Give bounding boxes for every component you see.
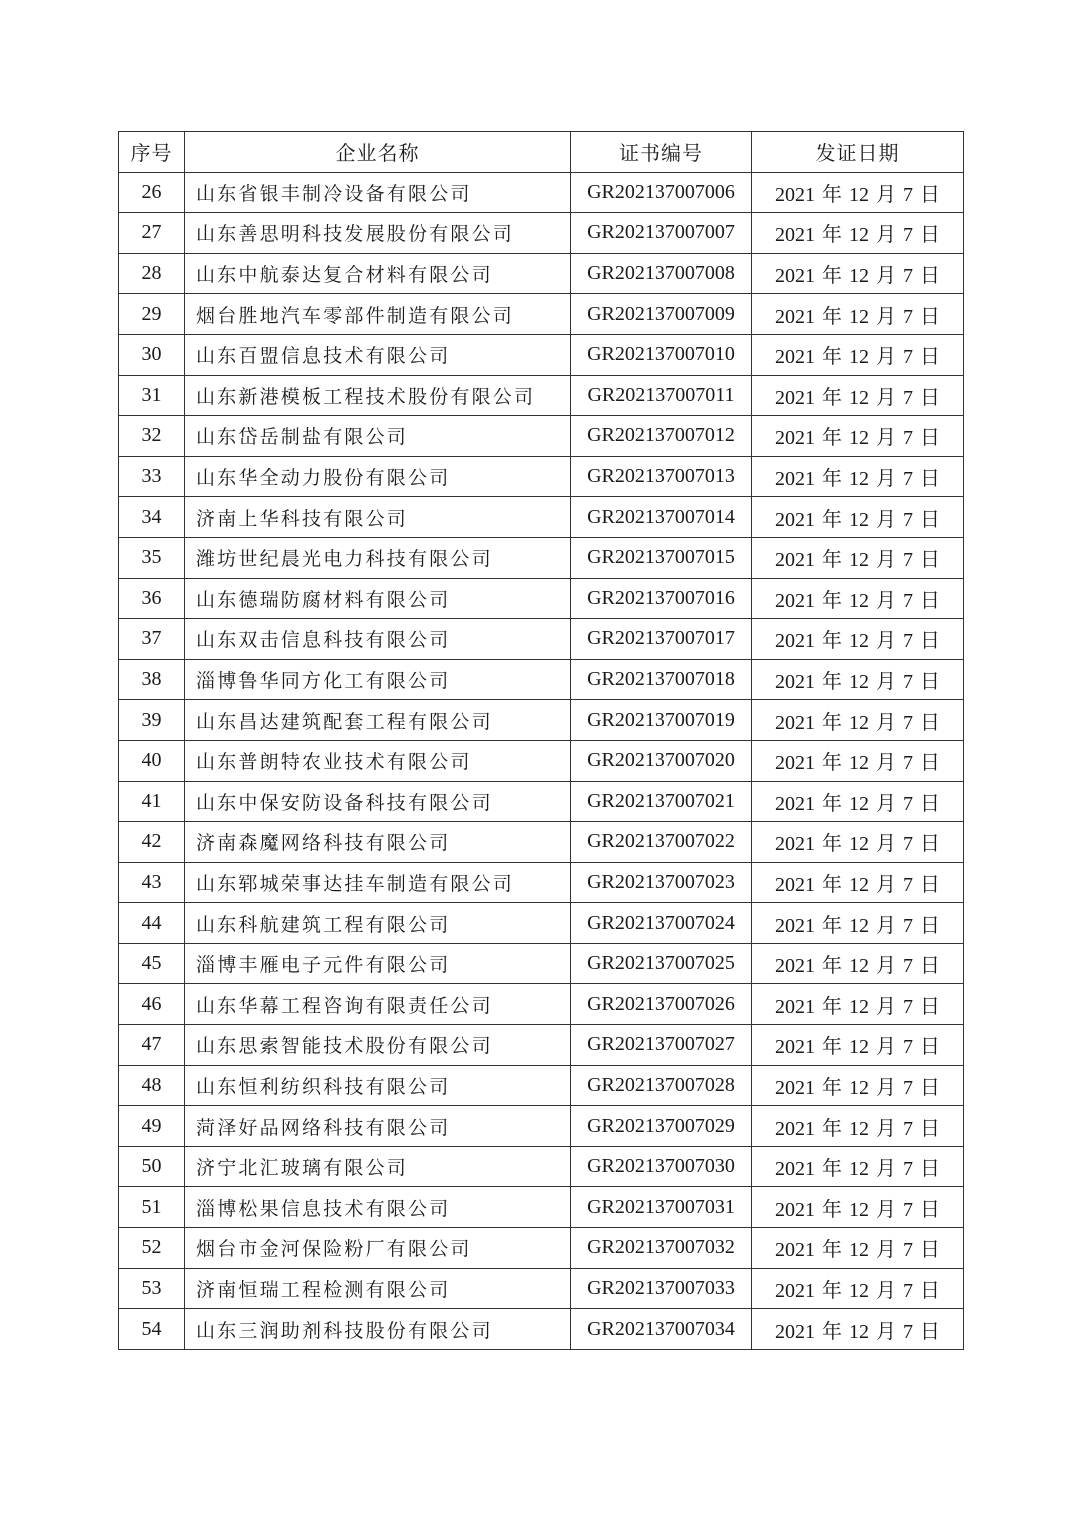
row-cert-number: GR202137007017 [571, 619, 752, 660]
row-cert-number: GR202137007014 [571, 497, 752, 538]
row-company-name: 山东华全动力股份有限公司 [185, 456, 571, 497]
table-row [119, 497, 964, 538]
table-row [119, 1268, 964, 1309]
row-company-name: 山东百盟信息技术有限公司 [185, 334, 571, 375]
certificate-table-container [118, 131, 963, 1350]
row-cert-number: GR202137007026 [571, 984, 752, 1025]
row-cert-number: GR202137007009 [571, 294, 752, 335]
row-index: 53 [119, 1268, 185, 1309]
row-index: 45 [119, 943, 185, 984]
row-issue-date: 2021 年 12 月 7 日 [752, 700, 964, 741]
row-cert-number: GR202137007012 [571, 416, 752, 457]
row-index: 47 [119, 1025, 185, 1066]
row-company-name: 山东三润助剂科技股份有限公司 [185, 1309, 571, 1350]
row-issue-date: 2021 年 12 月 7 日 [752, 578, 964, 619]
table-row [119, 822, 964, 863]
row-issue-date: 2021 年 12 月 7 日 [752, 497, 964, 538]
row-issue-date: 2021 年 12 月 7 日 [752, 213, 964, 254]
row-company-name: 烟台市金河保险粉厂有限公司 [185, 1228, 571, 1269]
table-row [119, 903, 964, 944]
certificate-table [118, 131, 964, 1350]
row-company-name: 山东华幕工程咨询有限责任公司 [185, 984, 571, 1025]
row-issue-date: 2021 年 12 月 7 日 [752, 903, 964, 944]
table-row [119, 578, 964, 619]
row-company-name: 山东德瑞防腐材料有限公司 [185, 578, 571, 619]
row-index: 42 [119, 822, 185, 863]
table-row [119, 1187, 964, 1228]
row-company-name: 山东中保安防设备科技有限公司 [185, 781, 571, 822]
row-issue-date: 2021 年 12 月 7 日 [752, 862, 964, 903]
row-company-name: 烟台胜地汽车零部件制造有限公司 [185, 294, 571, 335]
row-cert-number: GR202137007022 [571, 822, 752, 863]
row-company-name: 济宁北汇玻璃有限公司 [185, 1146, 571, 1187]
row-company-name: 山东善思明科技发展股份有限公司 [185, 213, 571, 254]
row-index: 36 [119, 578, 185, 619]
row-company-name: 济南上华科技有限公司 [185, 497, 571, 538]
row-issue-date: 2021 年 12 月 7 日 [752, 1268, 964, 1309]
row-issue-date: 2021 年 12 月 7 日 [752, 1228, 964, 1269]
row-cert-number: GR202137007029 [571, 1106, 752, 1147]
row-cert-number: GR202137007013 [571, 456, 752, 497]
row-issue-date: 2021 年 12 月 7 日 [752, 1025, 964, 1066]
table-row [119, 375, 964, 416]
row-index: 39 [119, 700, 185, 741]
row-index: 41 [119, 781, 185, 822]
row-cert-number: GR202137007020 [571, 740, 752, 781]
row-company-name: 山东岱岳制盐有限公司 [185, 416, 571, 457]
table-row [119, 984, 964, 1025]
row-company-name: 菏泽好品网络科技有限公司 [185, 1106, 571, 1147]
row-company-name: 山东科航建筑工程有限公司 [185, 903, 571, 944]
row-index: 50 [119, 1146, 185, 1187]
row-index: 48 [119, 1065, 185, 1106]
table-row [119, 862, 964, 903]
table-row [119, 537, 964, 578]
table-row [119, 1309, 964, 1350]
row-cert-number: GR202137007018 [571, 659, 752, 700]
row-index: 37 [119, 619, 185, 660]
row-index: 38 [119, 659, 185, 700]
row-company-name: 潍坊世纪晨光电力科技有限公司 [185, 537, 571, 578]
table-row [119, 1065, 964, 1106]
row-cert-number: GR202137007008 [571, 253, 752, 294]
table-row [119, 253, 964, 294]
table-row [119, 781, 964, 822]
row-index: 27 [119, 213, 185, 254]
row-issue-date: 2021 年 12 月 7 日 [752, 1187, 964, 1228]
table-row [119, 294, 964, 335]
row-index: 46 [119, 984, 185, 1025]
row-issue-date: 2021 年 12 月 7 日 [752, 537, 964, 578]
row-issue-date: 2021 年 12 月 7 日 [752, 294, 964, 335]
row-cert-number: GR202137007011 [571, 375, 752, 416]
row-company-name: 山东思索智能技术股份有限公司 [185, 1025, 571, 1066]
row-issue-date: 2021 年 12 月 7 日 [752, 253, 964, 294]
row-cert-number: GR202137007007 [571, 213, 752, 254]
row-issue-date: 2021 年 12 月 7 日 [752, 1309, 964, 1350]
table-row [119, 700, 964, 741]
row-index: 51 [119, 1187, 185, 1228]
header-index: 序号 [119, 132, 185, 173]
row-issue-date: 2021 年 12 月 7 日 [752, 822, 964, 863]
row-cert-number: GR202137007021 [571, 781, 752, 822]
row-company-name: 山东郓城荣事达挂车制造有限公司 [185, 862, 571, 903]
row-company-name: 山东中航泰达复合材料有限公司 [185, 253, 571, 294]
row-cert-number: GR202137007032 [571, 1228, 752, 1269]
row-index: 40 [119, 740, 185, 781]
row-index: 44 [119, 903, 185, 944]
row-issue-date: 2021 年 12 月 7 日 [752, 740, 964, 781]
table-row [119, 1025, 964, 1066]
table-row [119, 213, 964, 254]
row-cert-number: GR202137007033 [571, 1268, 752, 1309]
row-company-name: 山东省银丰制冷设备有限公司 [185, 172, 571, 213]
row-issue-date: 2021 年 12 月 7 日 [752, 334, 964, 375]
row-issue-date: 2021 年 12 月 7 日 [752, 943, 964, 984]
row-issue-date: 2021 年 12 月 7 日 [752, 416, 964, 457]
row-company-name: 淄博松果信息技术有限公司 [185, 1187, 571, 1228]
table-row [119, 172, 964, 213]
row-cert-number: GR202137007023 [571, 862, 752, 903]
row-index: 49 [119, 1106, 185, 1147]
row-index: 28 [119, 253, 185, 294]
row-cert-number: GR202137007024 [571, 903, 752, 944]
header-company: 企业名称 [185, 132, 571, 173]
row-issue-date: 2021 年 12 月 7 日 [752, 619, 964, 660]
table-row [119, 1106, 964, 1147]
row-cert-number: GR202137007028 [571, 1065, 752, 1106]
row-index: 30 [119, 334, 185, 375]
row-index: 43 [119, 862, 185, 903]
row-issue-date: 2021 年 12 月 7 日 [752, 375, 964, 416]
row-company-name: 淄博丰雁电子元件有限公司 [185, 943, 571, 984]
table-body [119, 172, 964, 1349]
row-issue-date: 2021 年 12 月 7 日 [752, 1106, 964, 1147]
row-company-name: 山东昌达建筑配套工程有限公司 [185, 700, 571, 741]
table-row [119, 1228, 964, 1269]
table-row [119, 1146, 964, 1187]
row-cert-number: GR202137007015 [571, 537, 752, 578]
table-row [119, 659, 964, 700]
row-company-name: 淄博鲁华同方化工有限公司 [185, 659, 571, 700]
row-index: 31 [119, 375, 185, 416]
row-issue-date: 2021 年 12 月 7 日 [752, 659, 964, 700]
row-issue-date: 2021 年 12 月 7 日 [752, 1065, 964, 1106]
row-index: 29 [119, 294, 185, 335]
row-issue-date: 2021 年 12 月 7 日 [752, 984, 964, 1025]
row-index: 34 [119, 497, 185, 538]
row-company-name: 山东普朗特农业技术有限公司 [185, 740, 571, 781]
row-cert-number: GR202137007010 [571, 334, 752, 375]
table-row [119, 740, 964, 781]
row-issue-date: 2021 年 12 月 7 日 [752, 456, 964, 497]
row-cert-number: GR202137007031 [571, 1187, 752, 1228]
row-index: 35 [119, 537, 185, 578]
row-index: 26 [119, 172, 185, 213]
row-cert-number: GR202137007025 [571, 943, 752, 984]
header-cert: 证书编号 [571, 132, 752, 173]
row-cert-number: GR202137007030 [571, 1146, 752, 1187]
row-cert-number: GR202137007034 [571, 1309, 752, 1350]
row-issue-date: 2021 年 12 月 7 日 [752, 1146, 964, 1187]
table-row [119, 416, 964, 457]
row-index: 33 [119, 456, 185, 497]
row-company-name: 济南森魔网络科技有限公司 [185, 822, 571, 863]
table-row [119, 943, 964, 984]
row-index: 54 [119, 1309, 185, 1350]
row-company-name: 山东恒利纺织科技有限公司 [185, 1065, 571, 1106]
row-company-name: 山东新港模板工程技术股份有限公司 [185, 375, 571, 416]
row-issue-date: 2021 年 12 月 7 日 [752, 781, 964, 822]
table-row [119, 334, 964, 375]
row-cert-number: GR202137007019 [571, 700, 752, 741]
row-issue-date: 2021 年 12 月 7 日 [752, 172, 964, 213]
row-index: 32 [119, 416, 185, 457]
header-date: 发证日期 [752, 132, 964, 173]
row-company-name: 山东双击信息科技有限公司 [185, 619, 571, 660]
row-cert-number: GR202137007027 [571, 1025, 752, 1066]
table-header-row [119, 132, 964, 173]
table-row [119, 456, 964, 497]
row-cert-number: GR202137007006 [571, 172, 752, 213]
row-cert-number: GR202137007016 [571, 578, 752, 619]
row-company-name: 济南恒瑞工程检测有限公司 [185, 1268, 571, 1309]
table-row [119, 619, 964, 660]
row-index: 52 [119, 1228, 185, 1269]
